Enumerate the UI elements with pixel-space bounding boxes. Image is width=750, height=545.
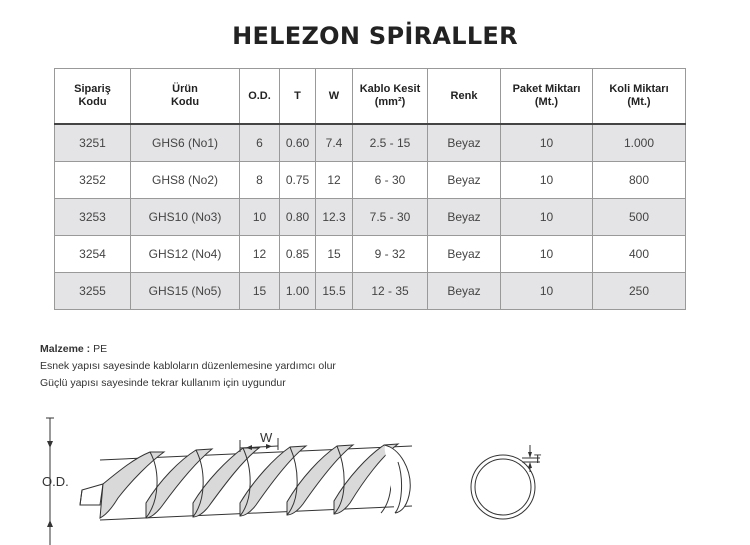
material-label: Malzeme : xyxy=(40,343,91,355)
cell-urun-kodu: GHS6 (No1) xyxy=(131,124,240,162)
cell-urun-kodu: GHS12 (No4) xyxy=(131,236,240,273)
cell-paket-miktari: 10 xyxy=(501,162,593,199)
header-t: T xyxy=(280,69,316,125)
cell-t: 0.80 xyxy=(280,199,316,236)
cell-kablo-kesit: 12 - 35 xyxy=(353,273,428,310)
cell-paket-miktari: 10 xyxy=(501,199,593,236)
cell-koli-miktari: 400 xyxy=(593,236,686,273)
cell-kablo-kesit: 7.5 - 30 xyxy=(353,199,428,236)
cell-w: 15 xyxy=(316,236,353,273)
spec-table xyxy=(54,68,686,310)
product-notes xyxy=(40,341,336,392)
cell-urun-kodu: GHS8 (No2) xyxy=(131,162,240,199)
t-label: T xyxy=(534,452,542,466)
cell-koli-miktari: 1.000 xyxy=(593,124,686,162)
header-w: W xyxy=(316,69,353,125)
cell-paket-miktari: 10 xyxy=(501,124,593,162)
cell-od: 12 xyxy=(240,236,280,273)
table-row xyxy=(55,273,686,310)
table-row xyxy=(55,162,686,199)
cell-koli-miktari: 800 xyxy=(593,162,686,199)
cell-paket-miktari: 10 xyxy=(501,273,593,310)
cell-siparis-kodu: 3253 xyxy=(55,199,131,236)
cell-t: 0.75 xyxy=(280,162,316,199)
cell-urun-kodu: GHS15 (No5) xyxy=(131,273,240,310)
cell-kablo-kesit: 6 - 30 xyxy=(353,162,428,199)
od-label: O.D. xyxy=(42,474,69,489)
material-line xyxy=(40,341,336,358)
cell-od: 8 xyxy=(240,162,280,199)
cell-siparis-kodu: 3252 xyxy=(55,162,131,199)
cell-urun-kodu: GHS10 (No3) xyxy=(131,199,240,236)
cell-od: 15 xyxy=(240,273,280,310)
header-kablo-kesit: Kablo Kesit (mm²) xyxy=(353,69,428,125)
header-urun-kodu: Ürün Kodu xyxy=(131,69,240,125)
cell-siparis-kodu: 3251 xyxy=(55,124,131,162)
cell-t: 1.00 xyxy=(280,273,316,310)
cell-t: 0.60 xyxy=(280,124,316,162)
cell-t: 0.85 xyxy=(280,236,316,273)
spiral-technical-drawing xyxy=(0,408,750,545)
cell-od: 10 xyxy=(240,199,280,236)
cell-kablo-kesit: 9 - 32 xyxy=(353,236,428,273)
header-paket-miktari: Paket Miktarı (Mt.) xyxy=(501,69,593,125)
cell-paket-miktari: 10 xyxy=(501,236,593,273)
spiral-wrap-illustration xyxy=(80,444,412,520)
header-renk: Renk xyxy=(428,69,501,125)
cell-renk: Beyaz xyxy=(428,124,501,162)
w-label: W xyxy=(260,430,273,445)
note-line-1: Esnek yapısı sayesinde kabloların düzenlemesine yardımcı olur xyxy=(40,360,336,372)
cross-section-ring xyxy=(471,445,540,519)
page-title: HELEZON SPİRALLER xyxy=(232,22,518,50)
cell-w: 12 xyxy=(316,162,353,199)
cell-w: 12.3 xyxy=(316,199,353,236)
cell-od: 6 xyxy=(240,124,280,162)
header-siparis-kodu: Sipariş Kodu xyxy=(55,69,131,125)
cell-renk: Beyaz xyxy=(428,199,501,236)
table-row xyxy=(55,236,686,273)
table-row xyxy=(55,124,686,162)
cell-renk: Beyaz xyxy=(428,162,501,199)
table-header-row xyxy=(55,69,686,125)
table-row xyxy=(55,199,686,236)
cell-renk: Beyaz xyxy=(428,273,501,310)
header-koli-miktari: Koli Miktarı (Mt.) xyxy=(593,69,686,125)
cell-koli-miktari: 250 xyxy=(593,273,686,310)
cell-w: 15.5 xyxy=(316,273,353,310)
note-line-2: Güçlü yapısı sayesinde tekrar kullanım için uygundur xyxy=(40,377,286,389)
cell-siparis-kodu: 3255 xyxy=(55,273,131,310)
material-value: PE xyxy=(93,343,108,355)
cell-siparis-kodu: 3254 xyxy=(55,236,131,273)
cell-renk: Beyaz xyxy=(428,236,501,273)
cell-w: 7.4 xyxy=(316,124,353,162)
header-od: O.D. xyxy=(240,69,280,125)
cell-kablo-kesit: 2.5 - 15 xyxy=(353,124,428,162)
cell-koli-miktari: 500 xyxy=(593,199,686,236)
